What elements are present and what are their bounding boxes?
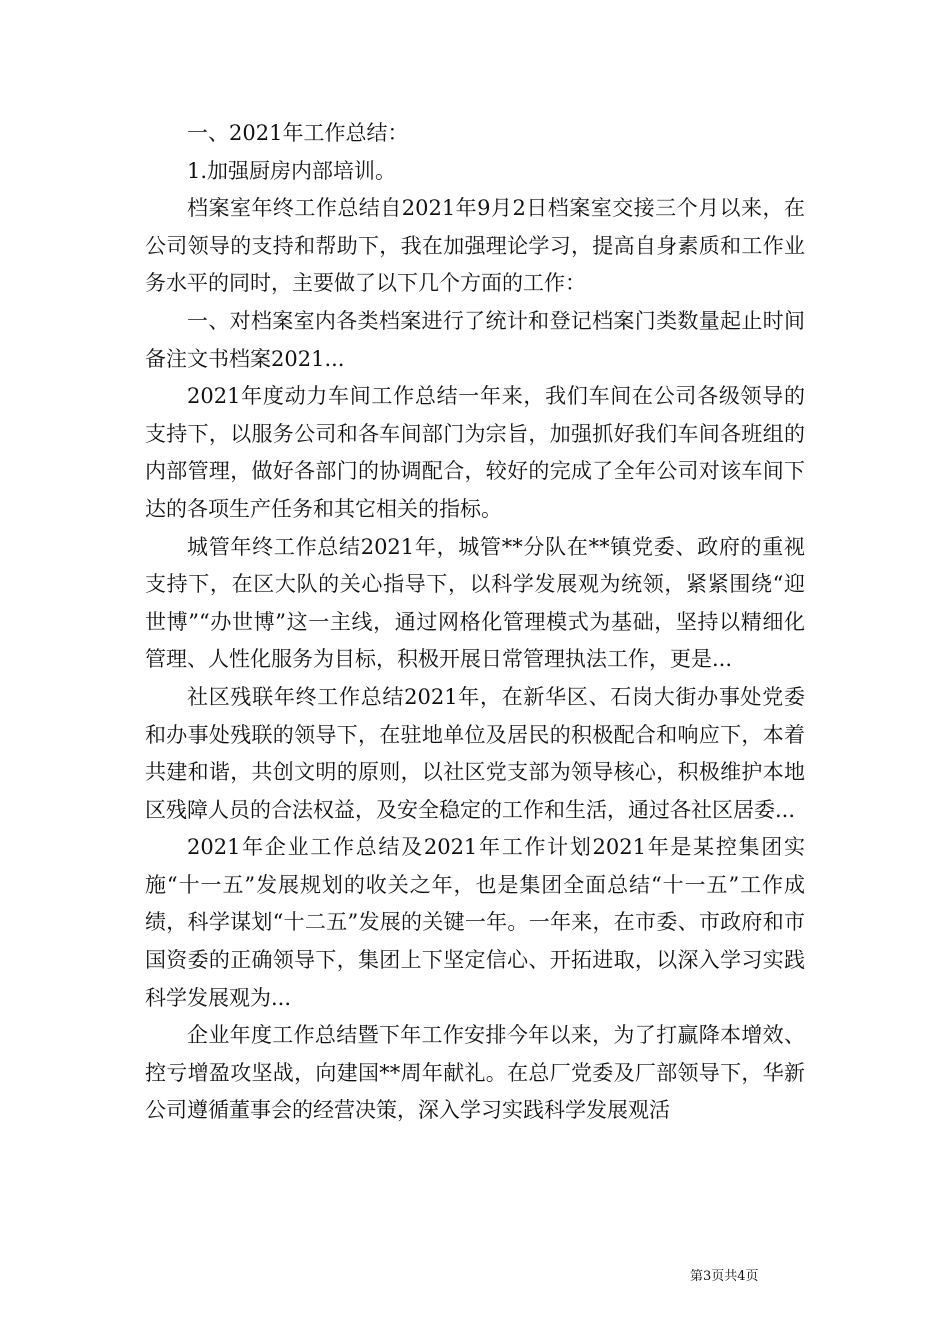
paragraph-enterprise-plan: 2021年企业工作总结及2021年工作计划2021年是某控集团实施“十一五”发展规划的收关之年，也是集团全面总结“十一五”工作成绩，科学谋划“十二五”发展的关键一年。一年来，在市委、市政府和市国资委的正确领导下，集团上下坚定信心、开拓进取，以深入学习实践科学发展观为...	[145, 835, 805, 1010]
paragraph-archive-summary: 档案室年终工作总结自2021年9月2日档案室交接三个月以来，在公司领导的支持和帮助下，我在加强理论学习，提高自身素质和工作业务水平的同时，主要做了以下几个方面的工作：	[145, 196, 805, 296]
paragraph-heading-summary: 一、2021年工作总结：	[187, 121, 409, 145]
paragraph-enterprise-annual: 企业年度工作总结暨下年工作安排今年以来，为了打赢降本增效、控亏增盈攻坚战，向建国**周年献礼。在总厂党委及厂部领导下，华新公司遵循董事会的经营决策，深入学习实践科学发展观活	[145, 1023, 805, 1123]
paragraph-kitchen-training: 1.加强厨房内部培训。	[187, 158, 397, 183]
paragraph-city-management: 城管年终工作总结2021年，城管**分队在**镇党委、政府的重视支持下，在区大队的关心指导下，以科学发展观为统领，紧紧围绕“迎世博”“办世博”这一主线，通过网格化管理模式为基础，坚持以精细化管理、人性化服务为目标，积极开展日常管理执法工作，更是...	[145, 534, 805, 672]
paragraph-power-workshop: 2021年度动力车间工作总结一年来，我们车间在公司各级领导的支持下，以服务公司和各车间部门为宗旨，加强抓好我们车间各班组的内部管理，做好各部门的协调配合，较好的完成了全年公司对该车间下达的各项生产任务和其它相关的指标。	[145, 384, 805, 521]
document-body	[145, 115, 805, 1130]
paragraph-archive-statistics: 一、对档案室内各类档案进行了统计和登记档案门类数量起止时间备注文书档案2021...	[145, 308, 805, 371]
page-number: 第3页共4页	[690, 1269, 759, 1284]
paragraph-community-disability: 社区残联年终工作总结2021年，在新华区、石岗大街办事处党委和办事处残联的领导下，在驻地单位及居民的积极配合和响应下，本着共建和谐，共创文明的原则，以社区党支部为领导核心，积极维护本地区残障人员的合法权益，及安全稳定的工作和生活，通过各社区居委...	[145, 684, 805, 822]
